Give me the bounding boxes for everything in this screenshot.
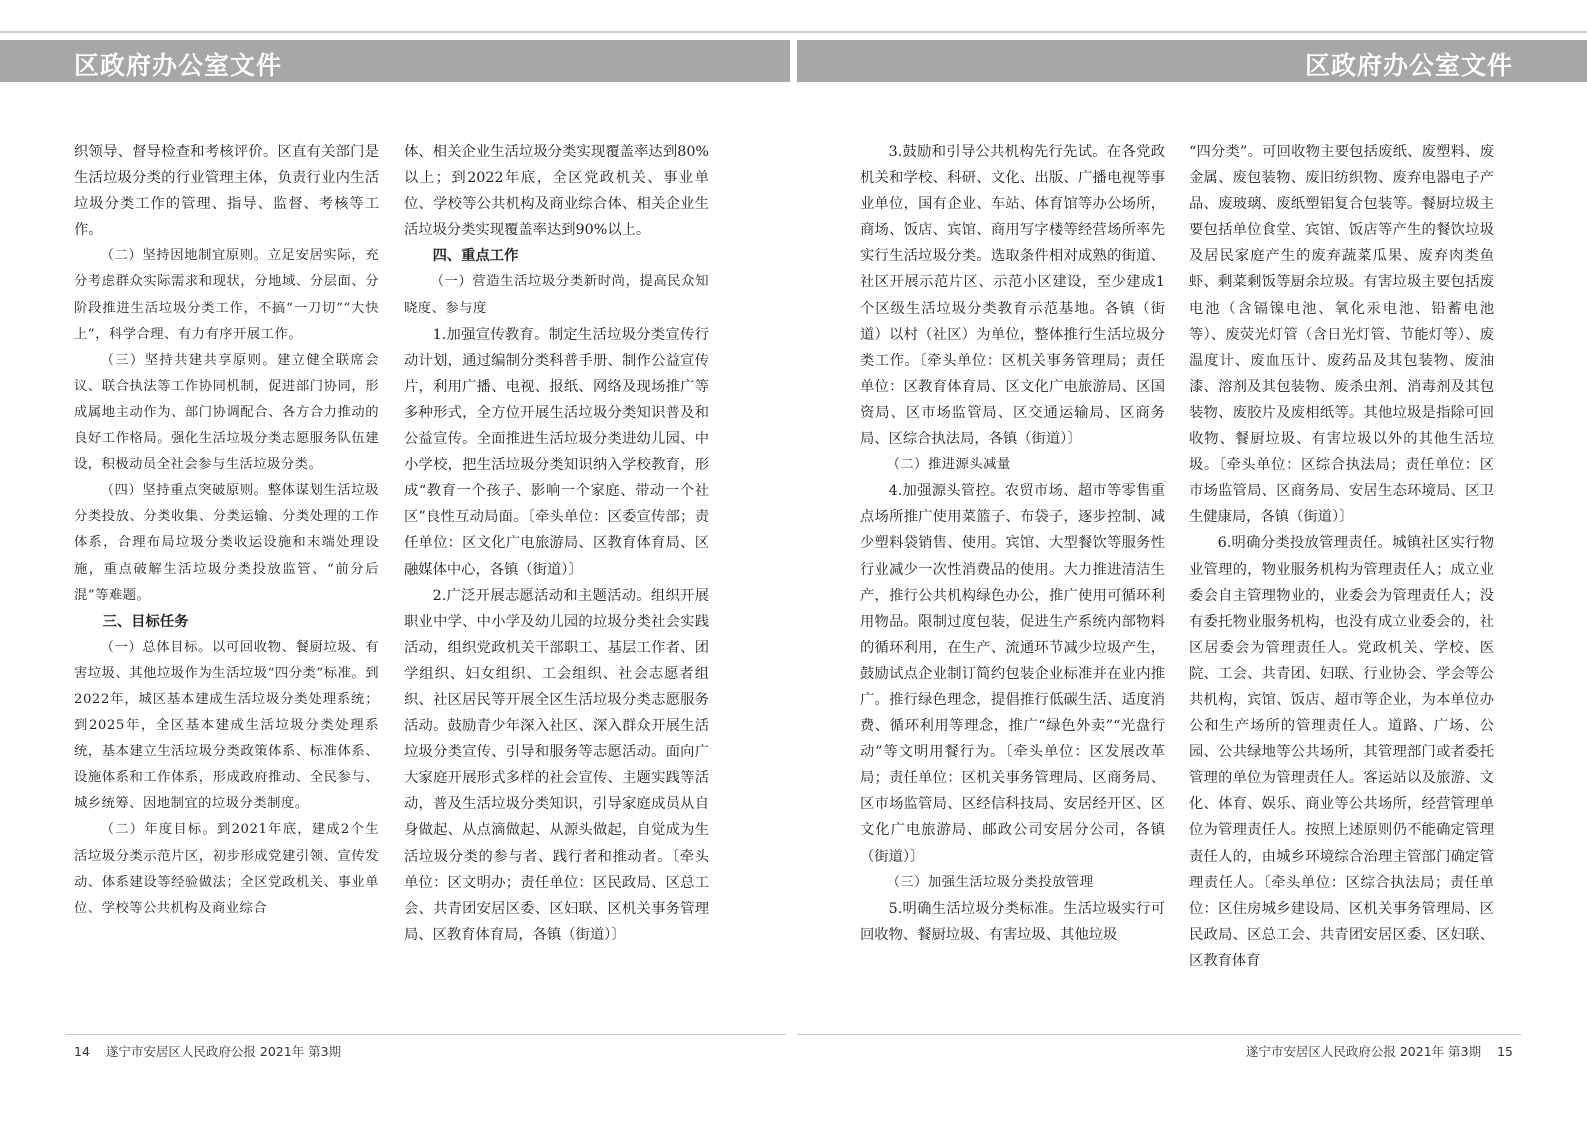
paragraph: （二）年度目标。到2021年底，建成2个生活垃圾分类示范片区，初步形成党建引领、宣传发动、体系建设等经验做法；全区党政机关、事业单位、学校等公共机构及商业综合: [74, 822, 379, 916]
bottom-rule-right: [797, 1034, 1521, 1035]
paragraph: 4.加强源头管控。农贸市场、超市等零售重点场所推广使用菜篮子、布袋子，逐步控制、减少塑料袋销售、使用。宾馆、大型餐饮等服务性行业减少一次性消费品的使用。大力推进清洁生产，推行公共机构绿色办公，推广使用可循环利用物品。限制过度包装，促进生产系统内部物料的循环利用，在生产、流通环节减少垃圾产生，鼓励试点企业制订简约包装企业标准并在业内推广。推行绿色理念，提倡推行低碳生活、适度消费、循环利用等理念，推广“绿色外卖”“光盘行动”等文明用餐行为。〔牵头单位：区发展改革局；责任单位：区机关事务管理局、区商务局、区市场监管局、区经信科技局、安居经开区、区文化广电旅游局、邮政公司安居分公司，各镇（街道）〕: [860, 483, 1165, 865]
publication-name-left: 遂宁市安居区人民政府公报 2021年 第3期: [105, 1044, 342, 1059]
publication-name-right: 遂宁市安居区人民政府公报 2021年 第3期: [1245, 1044, 1482, 1059]
header-bar-left: [0, 40, 790, 82]
paragraph: “四分类”。可回收物主要包括废纸、废塑料、废金属、废包装物、废旧纺织物、废弃电器电子产品、废玻璃、废纸塑铝复合包装等。餐厨垃圾主要包括单位食堂、宾馆、饭店等产生的餐饮垃圾及居民家庭产生的废弃蔬菜瓜果、废弃肉类鱼虾、剩菜剩饭等厨余垃圾。有害垃圾主要包括废电池（含镉镍电池、氧化汞电池、铅蓄电池等）、废荧光灯管（含日光灯管、节能灯等）、废温度计、废血压计、废药品及其包装物、废油漆、溶剂及其包装物、废杀虫剂、消毒剂及其包装物、废胶片及废相纸等。其他垃圾是指除可回收物、餐厨垃圾、有害垃圾以外的其他生活垃圾。〔牵头单位：区综合执法局；责任单位：区市场监管局、区商务局、安居生态环境局、区卫生健康局，各镇（街道）〕: [1189, 144, 1494, 526]
text-column-4: [1189, 139, 1494, 1019]
subsection-heading: （二）推进源头减量: [886, 457, 1011, 473]
section-heading: 三、目标任务: [102, 613, 189, 630]
paragraph: 体、相关企业生活垃圾分类实现覆盖率达到80%以上；到2022年底，全区党政机关、事业单位、学校等公共机构及商业综合体、相关企业生活垃圾分类实现覆盖率达到90%以上。: [404, 144, 709, 239]
paragraph: 织领导、督导检查和考核评价。区直有关部门是生活垃圾分类的行业管理主体，负责行业内生活垃圾分类工作的管理、指导、监督、考核等工作。: [74, 144, 379, 239]
subsection-heading: （三）加强生活垃圾分类投放管理: [886, 874, 1094, 890]
paragraph: 3.鼓励和引导公共机构先行先试。在各党政机关和学校、科研、文化、出版、广播电视等事业单位，国有企业、车站、体育馆等办公场所，商场、饭店、宾馆、商用写字楼等经营场所率先实行生活垃圾分类。选取条件相对成熟的街道、社区开展示范片区、示范小区建设，至少建成1个区级生活垃圾分类教育示范基地。各镇（街道）以村（社区）为单位，整体推行生活垃圾分类工作。〔牵头单位：区机关事务管理局；责任单位：区教育体育局、区文化广电旅游局、区国资局、区市场监管局、区交通运输局、区商务局、区综合执法局，各镇（街道）〕: [860, 144, 1165, 448]
text-column-1: [74, 139, 379, 1019]
footer-left: [74, 1042, 341, 1060]
header-title-left: 区政府办公室文件: [74, 51, 283, 80]
paragraph: （二）坚持因地制宜原则。立足安居实际，充分考虑群众实际需求和现状，分地域、分层面、分阶段推进生活垃圾分类工作，不搞“一刀切”“大快上”，科学合理、有力有序开展工作。: [74, 248, 379, 342]
paragraph: 2.广泛开展志愿活动和主题活动。组织开展职业中学、中小学及幼儿园的垃圾分类社会实践活动，组织党政机关干部职工、基层工作者、团学组织、妇女组织、工会组织、社会志愿者组织、社区居民等开展全区生活垃圾分类志愿服务活动。鼓励青少年深入社区、深入群众开展生活垃圾分类宣传、引导和服务等志愿活动。面向广大家庭开展形式多样的社会宣传、主题实践等活动，普及生活垃圾分类知识，引导家庭成员从自身做起、从点滴做起、从源头做起，自觉成为生活垃圾分类的参与者、践行者和推动者。〔牵头单位：区文明办；责任单位：区民政局、区总工会、共青团安居区委、区妇联、区机关事务管理局、区教育体育局，各镇（街道）〕: [404, 587, 709, 943]
subsection-heading: （一）营造生活垃圾分类新时尚，提高民众知晓度、参与度: [404, 274, 709, 316]
paragraph: （三）坚持共建共享原则。建立健全联席会议、联合执法等工作协同机制，促进部门协同，形成属地主动作为、部门协调配合、各方合力推动的良好工作格局。强化生活垃圾分类志愿服务队伍建设，积极动员全社会参与生活垃圾分类。: [74, 352, 379, 473]
section-heading: 四、重点工作: [432, 248, 519, 265]
text-column-2: [404, 139, 709, 1019]
top-rule: [0, 31, 1587, 33]
paragraph: 1.加强宣传教育。制定生活垃圾分类宣传行动计划，通过编制分类科普手册、制作公益宣传片，利用广播、电视、报纸、网络及现场推广等多种形式，全方位开展生活垃圾分类知识普及和公益宣传。全面推进生活垃圾分类进幼儿园、中小学校，把生活垃圾分类知识纳入学校教育，形成“教育一个孩子、影响一个家庭、带动一个社区”良性互动局面。〔牵头单位：区委宣传部；责任单位：区文化广电旅游局、区教育体育局、区融媒体中心，各镇（街道）〕: [404, 326, 709, 578]
paragraph: （一）总体目标。以可回收物、餐厨垃圾、有害垃圾、其他垃圾作为生活垃圾“四分类”标准。到2022年，城区基本建成生活垃圾分类处理系统；到2025年，全区基本建成生活垃圾分类处理系统，基本建立生活垃圾分类政策体系、标准体系、设施体系和工作体系，形成政府推动、全民参与、城乡统筹、因地制宜的垃圾分类制度。: [74, 639, 379, 812]
bottom-rule-left: [66, 1034, 786, 1035]
paragraph: 6.明确分类投放管理责任。城镇社区实行物业管理的，物业服务机构为管理责任人；成立业委会自主管理物业的，业委会为管理责任人；没有委托物业服务机构，也没有成立业委会的，社区居委会为管理责任人。党政机关、学校、医院、工会、共青团、妇联、行业协会、学会等公共机构，宾馆、饭店、超市等企业，为本单位办公和生产场所的管理责任人。道路、广场、公园、公共绿地等公共场所，其管理部门或者委托管理的单位为管理责任人。客运站以及旅游、文化、体育、娱乐、商业等公共场所，经营管理单位为管理责任人。按照上述原则仍不能确定管理责任人的，由城乡环境综合治理主管部门确定管理责任人。〔牵头单位：区综合执法局；责任单位：区住房城乡建设局、区机关事务管理局、区民政局、区总工会、共青团安居区委、区妇联、区教育体育: [1189, 535, 1494, 969]
header-bar-right: [797, 40, 1587, 82]
paragraph: 5.明确生活垃圾分类标准。生活垃圾实行可回收物、餐厨垃圾、有害垃圾、其他垃圾: [860, 900, 1165, 943]
text-column-3: [860, 139, 1165, 1019]
footer-right: [1246, 1042, 1513, 1060]
page-number-right: 15: [1497, 1044, 1513, 1059]
page-number-left: 14: [74, 1044, 90, 1059]
header-title-right: 区政府办公室文件: [1304, 51, 1513, 80]
paragraph: （四）坚持重点突破原则。整体谋划生活垃圾分类投放、分类收集、分类运输、分类处理的工作体系，合理布局垃圾分类收运设施和末端处理设施，重点破解生活垃圾分类投放监管、“前分后混”等难题。: [74, 483, 379, 603]
